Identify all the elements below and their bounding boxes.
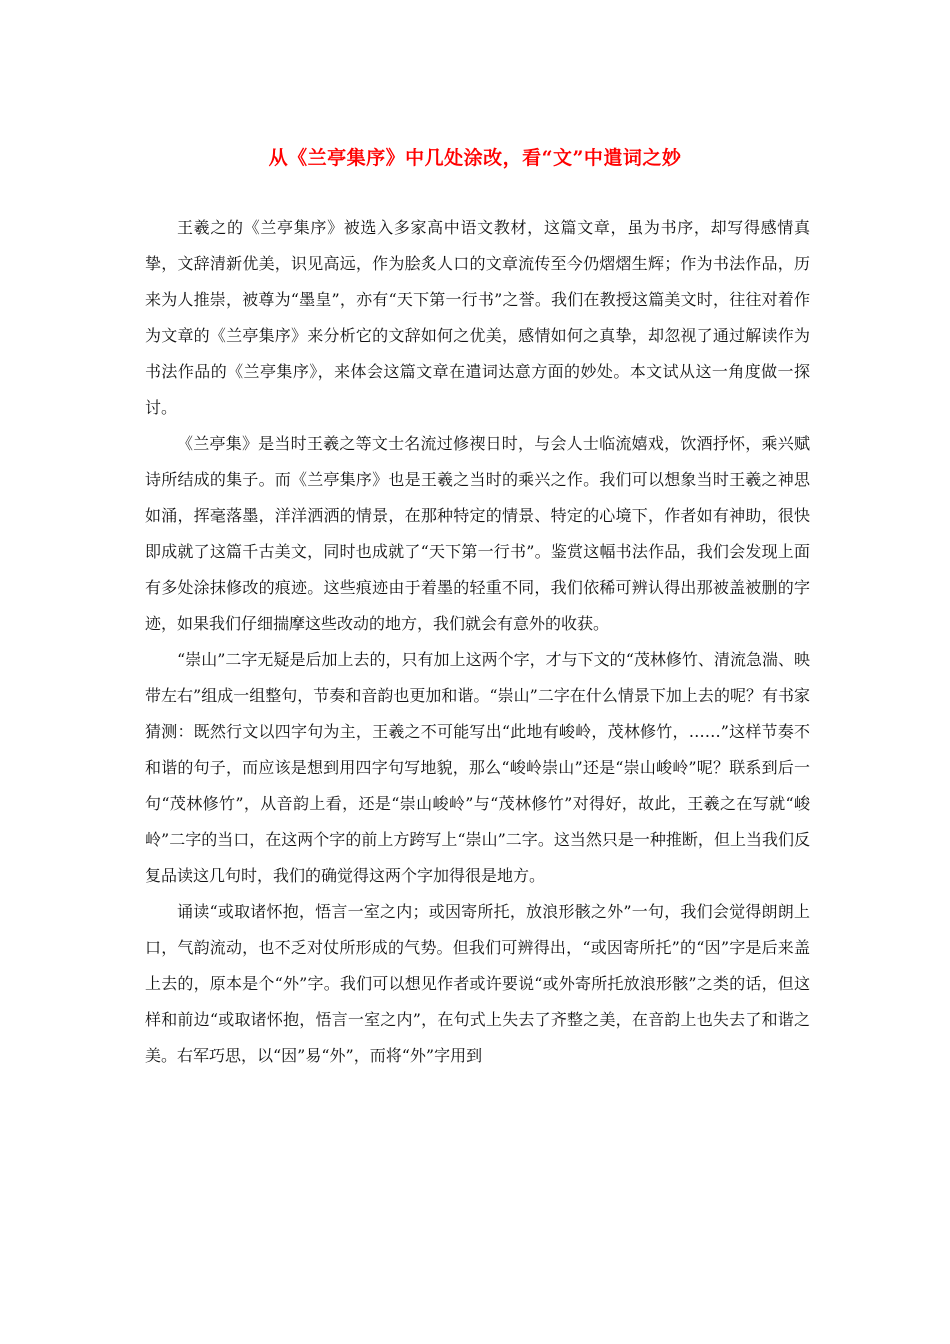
page-title: 从《兰亭集序》中几处涂改，看“文”中遣词之妙: [268, 147, 682, 169]
paragraph: 王羲之的《兰亭集序》被选入多家高中语文教材，这篇文章，虽为书序，却写得感情真挚，文辞清新优美，识见高远，作为脍炙人口的文章流传至今仍熠熠生辉；作为书法作品，历来为人推崇，被尊为“墨皇”，亦有“天下第一行书”之誉。我们在教授这篇美文时，往往对着作为文章的《兰亭集序》来分析它的文辞如何之优美，感情如何之真挚，却忽视了通过解读作为书法作品的《兰亭集序》，来体会这篇文章在遣词达意方面的妙处。本文试从这一角度做一探讨。: [145, 218, 810, 417]
paragraph: “崇山”二字无疑是后加上去的，只有加上这两个字，才与下文的“茂林修竹、清流急湍、映带左右”组成一组整句，节奏和音韵也更加和谐。“崇山”二字在什么情景下加上去的呢？有书家猜测：既然行文以四字句为主，王羲之不可能写出“此地有峻岭，茂林修竹，……”这样节奏不和谐的句子，而应该是想到用四字句写地貌，那么“峻岭崇山”还是“崇山峻岭”呢？联系到后一句“茂林修竹”，从音韵上看，还是“崇山峻岭”与“茂林修竹”对得好，故此，王羲之在写就“峻岭”二字的当口，在这两个字的前上方跨写上“崇山”二字。这当然只是一种推断，但上当我们反复品读这几句时，我们的确觉得这两个字加得很是地方。: [145, 650, 810, 885]
article-body: [145, 210, 810, 1074]
paragraph: 诵读“或取诸怀抱，悟言一室之内；或因寄所托，放浪形骸之外”一句，我们会觉得朗朗上口，气韵流动，也不乏对仗所形成的气势。但我们可辨得出，“或因寄所托”的“因”字是后来盖上去的，原本是个“外”字。我们可以想见作者或许要说“或外寄所托放浪形骸”之类的话，但这样和前边“或取诸怀抱，悟言一室之内”，在句式上失去了齐整之美，在音韵上也失去了和谐之美。右军巧思，以“因”易“外”，而将“外”字用到: [145, 902, 810, 1065]
paragraph: 《兰亭集》是当时王羲之等文士名流过修禊日时，与会人士临流嬉戏，饮酒抒怀，乘兴赋诗所结成的集子。而《兰亭集序》也是王羲之当时的乘兴之作。我们可以想象当时王羲之神思如涌，挥毫落墨，洋洋洒洒的情景，在那种特定的情景、特定的心境下，作者如有神助，很快即成就了这篇千古美文，同时也成就了“天下第一行书”。鉴赏这幅书法作品，我们会发现上面有多处涂抹修改的痕迹。这些痕迹由于着墨的轻重不同，我们依稀可辨认得出那被盖被删的字迹，如果我们仔细揣摩这些改动的地方，我们就会有意外的收获。: [145, 434, 810, 633]
